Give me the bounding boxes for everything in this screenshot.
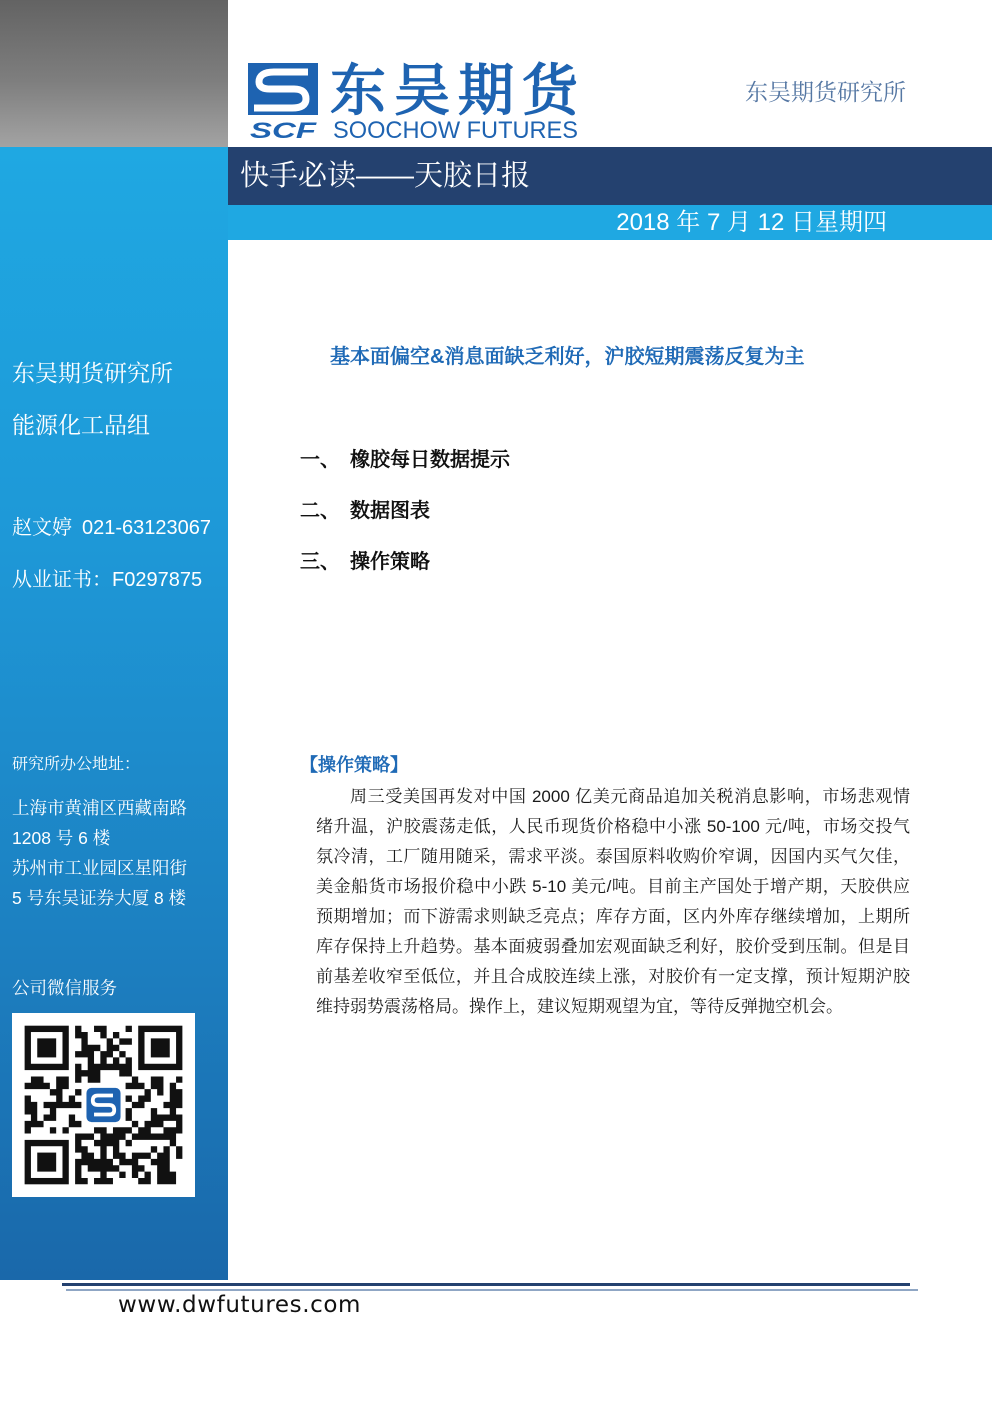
header-gray-block [0, 0, 228, 147]
analyst-contact [12, 514, 211, 542]
footer-divider [62, 1283, 910, 1286]
sidebar-group: 能源化工品组 [12, 412, 150, 438]
toc-item [300, 550, 510, 601]
wechat-label: 公司微信服务 [12, 978, 117, 998]
address-block [12, 793, 187, 913]
strategy-heading: 【操作策略】 [300, 755, 408, 775]
table-of-contents [300, 448, 510, 601]
toc-number: 一、 [300, 449, 340, 471]
strategy-line: 美金船货市场报价稳中小跌 5-10 美元/吨。目前主产国处于增产期，天胶供应 [316, 877, 910, 896]
footer-divider-accent [66, 1289, 918, 1291]
strategy-paragraph [316, 782, 910, 1022]
logo-mark-icon [248, 63, 318, 143]
title-bar [228, 147, 992, 205]
company-logo [246, 58, 586, 144]
institute-name: 东吴期货研究所 [745, 79, 906, 105]
strategy-line: 氛冷清，工厂随用随采，需求平淡。泰国原料收购价窄调，因国内买气欠佳， [316, 847, 910, 866]
logo-mark-text: SCF [250, 118, 317, 143]
qr-finder-square [151, 1038, 170, 1057]
toc-label: 数据图表 [350, 500, 430, 522]
report-date: 2018 年 7 月 12 日星期四 [616, 209, 887, 236]
address-label: 研究所办公地址： [12, 756, 141, 773]
toc-number: 三、 [300, 551, 340, 573]
toc-item [300, 499, 510, 550]
toc-label: 橡胶每日数据提示 [350, 449, 510, 471]
toc-label: 操作策略 [350, 551, 430, 573]
date-bar [228, 205, 992, 240]
address-line: 5 号东吴证券大厦 8 楼 [12, 888, 187, 908]
strategy-line: 库存保持上升趋势。基本面疲弱叠加宏观面缺乏利好，胶价受到压制。但是目 [316, 937, 910, 956]
strategy-line: 绪升温，沪胶震荡走低，人民币现货价格稳中小涨 50-100 元/吨，市场交投气 [316, 817, 910, 836]
qr-finder-square [37, 1153, 56, 1172]
analyst-certificate: 从业证书：F0297875 [12, 569, 203, 591]
address-line: 上海市黄浦区西藏南路 [12, 798, 187, 818]
strategy-line: 维持弱势震荡格局。操作上，建议短期观望为宜，等待反弹抛空机会。 [316, 997, 843, 1016]
wechat-qr-code [12, 1013, 195, 1197]
toc-number: 二、 [300, 500, 340, 522]
strategy-line: 预期增加；而下游需求则缺乏亮点；库存方面，区内外库存继续增加，上期所 [316, 907, 910, 926]
qr-code-icon [12, 1013, 195, 1197]
report-title: 快手必读——天胶日报 [240, 160, 531, 192]
strategy-line: 前基差收窄至低位，并且合成胶连续上涨，对胶价有一定支撑，预计短期沪胶 [316, 967, 910, 986]
qr-finder-square [37, 1038, 56, 1057]
qr-center-logo-icon [83, 1085, 123, 1126]
logo-name-en: SOOCHOW FUTURES [333, 117, 578, 144]
address-line: 1208 号 6 楼 [12, 828, 111, 848]
toc-item [300, 448, 510, 499]
analyst-name: 赵文婷 [12, 517, 72, 539]
logo-name-cn: 东吴期货 [330, 59, 578, 122]
address-line: 苏州市工业园区星阳街 [12, 858, 187, 878]
sidebar-org: 东吴期货研究所 [12, 360, 173, 386]
strategy-line: 周三受美国再发对中国 2000 亿美元商品追加关税消息影响，市场悲观情 [350, 787, 910, 806]
analyst-phone: 021-63123067 [82, 517, 212, 539]
website-link[interactable]: www.dwfutures.com [118, 1292, 362, 1318]
report-headline: 基本面偏空&消息面缺乏利好，沪胶短期震荡反复为主 [330, 346, 805, 368]
